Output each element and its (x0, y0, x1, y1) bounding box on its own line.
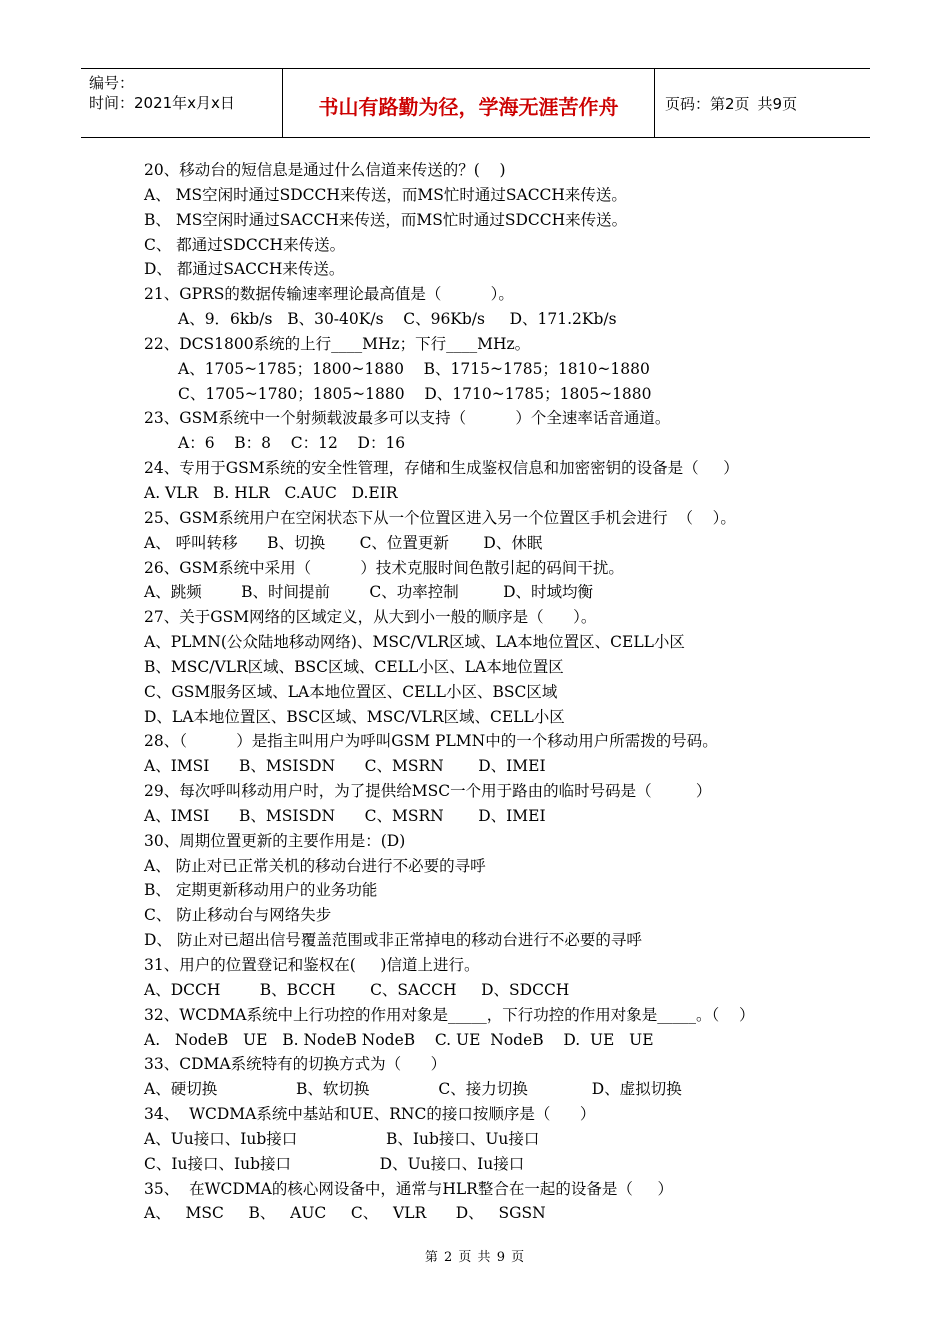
text-line: A、 MSC B、 AUC C、 VLR D、 SGSN (144, 1204, 546, 1223)
header-slogan: 书山有路勤为径，学海无涯苦作舟 (282, 69, 655, 137)
text-line: A、IMSI B、MSISDN C、MSRN D、IMEI (144, 806, 546, 825)
text-line: A. NodeB UE B. NodeB NodeB C. UE NodeB D. UE UE (144, 1030, 654, 1049)
text-line: 20、移动台的短信息是通过什么信道来传送的？( ) (144, 161, 506, 179)
total-label: 共9页 (757, 94, 798, 113)
text-line: B、 定期更新移动用户的业务功能 (144, 881, 378, 900)
text-line: A、 呼叫转移 B、切换 C、位置更新 D、休眠 (144, 533, 543, 552)
text-line: 21、GPRS的数据传输速率理论最高值是（ ）。 (144, 285, 514, 304)
number-label: 编号： (89, 74, 135, 92)
text-line: A、1705~1785；1800~1880 B、1715~1785；1810~1880 (178, 359, 650, 378)
text-line: C、1705~1780；1805~1880 D、1710~1785；1805~1880 (178, 384, 652, 403)
text-line: C、 防止移动台与网络失步 (144, 906, 332, 925)
text-line: A、 防止对已正常关机的移动台进行不必要的寻呼 (144, 856, 486, 875)
text-line: 30、周期位置更新的主要作用是：(D) (144, 831, 406, 850)
text-line: C、GSM服务区域、LA本地位置区、CELL小区、BSC区域 (144, 682, 558, 701)
text-line: 33、CDMA系统特有的切换方式为（ ） (144, 1055, 447, 1074)
text-line: A. VLR B. HLR C.AUC D.EIR (144, 483, 398, 502)
text-line: C、 都通过SDCCH来传送。 (144, 235, 346, 254)
text-line: 34、 WCDMA系统中基站和UE、RNC的接口按顺序是（ ） (144, 1105, 596, 1124)
page-label: 页码：第2页 (665, 94, 750, 113)
text-line: C、Iu接口、Iub接口 D、Uu接口、Iu接口 (144, 1154, 525, 1173)
text-line: 24、专用于GSM系统的安全性管理，存储和生成鉴权信息和加密密钥的设备是（ ） (144, 459, 739, 478)
text-line: B、 MS空闲时通过SACCH来传送，而MS忙时通过SDCCH来传送。 (144, 210, 628, 229)
date-line: 时间：2021年x月x日 (89, 94, 235, 112)
text-line: 35、 在WCDMA的核心网设备中，通常与HLR整合在一起的设备是（ ） (144, 1179, 673, 1198)
text-line: 28、（ ）是指主叫用户为呼叫GSM PLMN中的一个移动用户所需拨的号码。 (144, 732, 718, 751)
text-line: B、MSC/VLR区域、BSC区域、CELL小区、LA本地位置区 (144, 657, 564, 676)
text-line: A、DCCH B、BCCH C、SACCH D、SDCCH (144, 980, 570, 999)
text-line: 23、GSM系统中一个射频载波最多可以支持（ ）个全速率话音通道。 (144, 409, 671, 428)
text-line: 26、GSM系统中采用（ ）技术克服时间色散引起的码间干扰。 (144, 558, 624, 577)
text-line: 29、每次呼叫移动用户时，为了提供给MSC一个用于路由的临时号码是（ ） (144, 782, 712, 801)
text-line: D、 防止对已超出信号覆盖范围或非正常掉电的移动台进行不必要的寻呼 (144, 931, 642, 950)
text-line: D、LA本地位置区、BSC区域、MSC/VLR区域、CELL小区 (144, 707, 565, 726)
text-line: A：6 B：8 C：12 D：16 (178, 434, 406, 453)
header-info (81, 69, 282, 137)
text-line: D、 都通过SACCH来传送。 (144, 260, 345, 279)
text-line: A、IMSI B、MSISDN C、MSRN D、IMEI (144, 757, 546, 776)
document-header (81, 68, 870, 138)
page-footer: 第 2 页 共 9 页 (424, 1250, 526, 1265)
question-list (144, 158, 844, 1226)
text-line: A、Uu接口、Iub接口 B、Iub接口、Uu接口 (144, 1129, 540, 1148)
text-line: 22、DCS1800系统的上行____MHz；下行____MHz。 (144, 334, 531, 353)
text-line: 32、WCDMA系统中上行功控的作用对象是_____，下行功控的作用对象是_____。（ ） (144, 1005, 755, 1024)
text-line: A、跳频 B、时间提前 C、功率控制 D、时域均衡 (144, 583, 594, 602)
header-page-info (655, 69, 870, 137)
text-line: 31、用户的位置登记和鉴权在( )信道上进行。 (144, 956, 480, 974)
text-line: 27、关于GSM网络的区域定义，从大到小一般的顺序是（ ）。 (144, 608, 597, 627)
text-line: A、硬切换 B、软切换 C、接力切换 D、虚拟切换 (144, 1080, 682, 1099)
text-line: A、PLMN(公众陆地移动网络)、MSC/VLR区域、LA本地位置区、CELL小区 (144, 633, 685, 652)
text-line: 25、GSM系统用户在空闲状态下从一个位置区进入另一个位置区手机会进行 （ ）。 (144, 508, 736, 527)
text-line: A、 MS空闲时通过SDCCH来传送，而MS忙时通过SACCH来传送。 (144, 185, 627, 204)
text-line: A、9．6kb/s B、30-40K/s C、96Kb/s D、171.2Kb/s (178, 310, 617, 329)
